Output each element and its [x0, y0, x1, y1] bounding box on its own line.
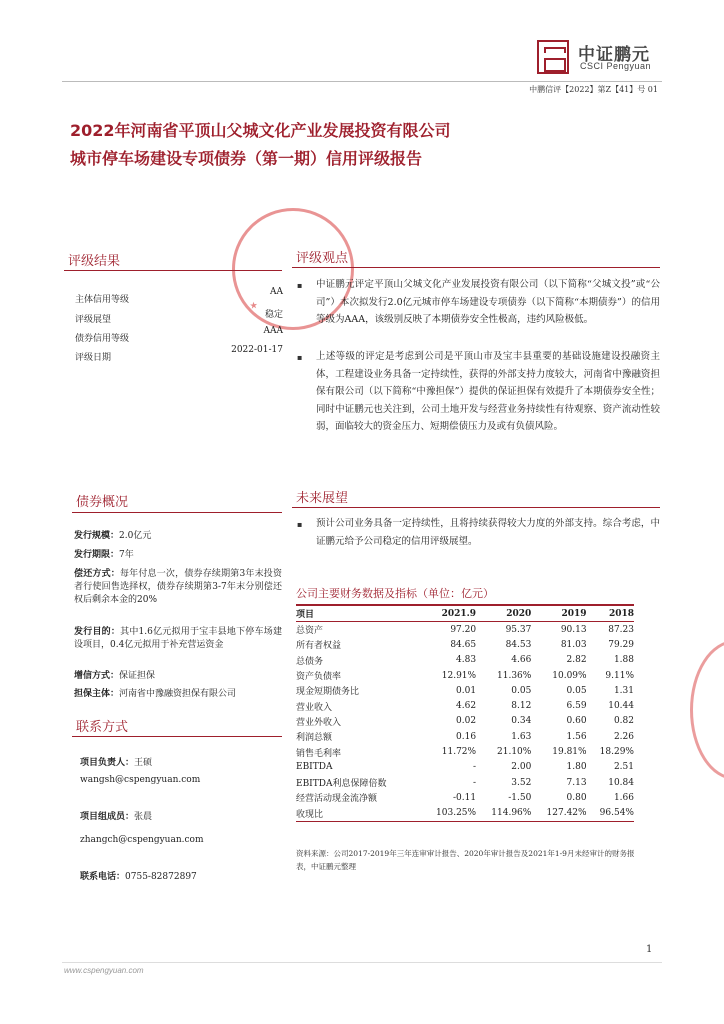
- cell: 收现比: [296, 806, 421, 822]
- outlook-heading: 未来展望: [296, 491, 349, 506]
- rating-heading-rule: [64, 270, 282, 271]
- cell: 12.91%: [441, 670, 477, 681]
- header-rule: [62, 81, 662, 82]
- cell: 10.84: [608, 777, 634, 788]
- table-row: [296, 668, 634, 683]
- rating-label: 评级日期: [75, 353, 112, 363]
- cell: 21.10%: [497, 747, 532, 758]
- rating-label: 主体信用等级: [75, 295, 130, 305]
- cell: 8.12: [511, 701, 532, 712]
- cell: 90.13: [560, 624, 587, 635]
- bond-repay-value: 每年付息一次，债券存续期第3年末投资者行使回售选择权，债券存续期第3-7年末分别偿还权后剩余本金的20%: [74, 569, 282, 605]
- cell: 所有者权益: [296, 641, 342, 652]
- cell: 0.60: [566, 716, 587, 727]
- bond-use-label: 发行目的：: [74, 627, 121, 637]
- contact-leader-name: 王硕: [134, 758, 153, 768]
- cell: 2.26: [613, 731, 634, 742]
- cell: 1.56: [566, 731, 587, 742]
- cell: 0.82: [613, 716, 634, 727]
- cell: 19.81%: [552, 747, 587, 758]
- rating-value: 稳定: [264, 310, 283, 320]
- bond-term: [74, 549, 282, 562]
- cell: 2.82: [566, 655, 587, 666]
- bond-use-value: 其中1.6亿元拟用于宝丰县地下停车场建设项目，0.4亿元拟用于补充营运资金: [74, 627, 282, 650]
- cell: 81.03: [560, 639, 587, 650]
- cell: 经营活动现金流净额: [296, 794, 378, 805]
- table-row: [296, 790, 634, 805]
- cell: 4.62: [456, 701, 477, 712]
- table-row: [296, 622, 634, 638]
- financial-source: 资料来源：公司2017-2019年三年连审审计报告、2020年审计报告及2021年1-9月未经审计的财务报表，中证鹏元整理: [296, 849, 635, 871]
- cell: 97.20: [450, 624, 477, 635]
- contact-leader-label: 项目负责人：: [80, 758, 135, 768]
- cell: 2.51: [613, 762, 634, 773]
- bond-credit-label: 增信方式：: [74, 671, 120, 681]
- logo-cn: 中证鹏元: [578, 45, 650, 64]
- bond-repay: [74, 568, 282, 607]
- outlook-heading-rule: [292, 507, 660, 508]
- rating-row: [75, 307, 283, 326]
- outlook-text: 预计公司业务具备一定持续性，且将持续获得较大力度的外部支持。综合考虑，中证鹏元给予公司稳定的信用评级展望。: [316, 518, 660, 547]
- table-row: [296, 683, 634, 698]
- col-header: 项目: [296, 605, 421, 622]
- rating-label: 债券信用等级: [75, 334, 130, 344]
- contact-member-label: 项目组成员：: [80, 812, 135, 822]
- table-row: [296, 760, 634, 775]
- view-heading-rule: [292, 267, 660, 268]
- cell: 84.65: [450, 639, 477, 650]
- cell: 10.09%: [552, 670, 587, 681]
- table-row: [296, 698, 634, 713]
- side-seal-icon: [690, 640, 724, 780]
- bond-guarantor-value: 河南省中豫融资担保有限公司: [119, 689, 237, 699]
- bond-use: [74, 626, 282, 652]
- col-header: 2021.9: [421, 605, 476, 622]
- rating-value: AA: [270, 287, 283, 297]
- bond-term-label: 发行期限：: [74, 550, 120, 560]
- bond-term-value: 7年: [119, 550, 134, 560]
- table-row: [296, 806, 634, 822]
- contact-phone-value: 0755-82872897: [125, 872, 197, 882]
- page-number: 1: [646, 944, 653, 955]
- rating-table: [75, 287, 283, 364]
- bullet-icon: ▪: [297, 281, 303, 290]
- cell: 96.54%: [587, 806, 634, 822]
- bond-guarantor: [74, 688, 282, 701]
- bond-credit-value: 保证担保: [119, 671, 156, 681]
- cell: 资产负债率: [296, 672, 342, 683]
- contact-phone-label: 联系电话：: [80, 872, 126, 882]
- logo-en: CSCI Pengyuan: [580, 61, 652, 71]
- report-number: 中鹏信评【2022】第Z【41】号 01: [529, 85, 658, 94]
- bond-heading-rule: [72, 512, 282, 513]
- bond-repay-label: 偿还方式：: [74, 569, 120, 579]
- cell: 1.88: [613, 655, 634, 666]
- footer-website[interactable]: www.cspengyuan.com: [64, 966, 144, 975]
- bond-scale: [74, 530, 282, 543]
- cell: 95.37: [505, 624, 532, 635]
- report-title-line2: 城市停车场建设专项债券（第一期）信用评级报告: [70, 149, 423, 168]
- cell: 1.31: [613, 685, 634, 696]
- bond-scale-label: 发行规模：: [74, 531, 120, 541]
- contact-leader: [80, 757, 152, 770]
- view-heading: 评级观点: [296, 251, 349, 266]
- rating-label: 评级展望: [75, 315, 112, 325]
- report-title-line1: 2022年河南省平顶山父城文化产业发展投资有限公司: [70, 121, 451, 140]
- col-header: 2018: [587, 605, 634, 622]
- contact-leader-email[interactable]: wangsh@cspengyuan.com: [80, 775, 201, 785]
- footer-rule: [62, 962, 662, 963]
- table-row: [296, 729, 634, 744]
- cell: 营业收入: [296, 702, 333, 713]
- cell: 总资产: [296, 626, 324, 637]
- cell: 总债务: [296, 656, 324, 667]
- rating-row: [75, 287, 283, 307]
- financial-header-row: [296, 605, 634, 622]
- cell: EBITDA: [296, 762, 333, 773]
- cell: 0.80: [566, 792, 587, 803]
- cell: 79.29: [608, 639, 634, 650]
- financial-heading: 公司主要财务数据及指标（单位：亿元）: [296, 587, 494, 600]
- cell: 87.23: [608, 624, 634, 635]
- logo-mark-icon: [537, 40, 569, 74]
- cell: 现金短期债务比: [296, 687, 360, 698]
- cell: 4.83: [456, 655, 477, 666]
- cell: 6.59: [566, 701, 587, 712]
- contact-phone: [80, 871, 197, 884]
- cell: -0.11: [452, 792, 477, 803]
- cell: -: [473, 762, 477, 773]
- cell: 0.16: [456, 731, 477, 742]
- cell: 11.72%: [441, 747, 477, 758]
- cell: 营业外收入: [296, 717, 342, 728]
- cell: 2.00: [511, 762, 532, 773]
- table-row: [296, 744, 634, 759]
- rating-value: AAA: [263, 326, 283, 336]
- cell: 10.44: [608, 701, 634, 712]
- cell: 销售毛利率: [296, 748, 342, 759]
- rating-row: [75, 326, 283, 345]
- cell: 84.53: [505, 639, 532, 650]
- bullet-icon: ▪: [297, 520, 303, 529]
- cell: EBITDA利息保障倍数: [296, 779, 387, 790]
- cell: 1.80: [566, 762, 587, 773]
- rating-value: 2022-01-17: [231, 345, 283, 355]
- col-header: 2019: [531, 605, 586, 622]
- cell: 11.36%: [497, 670, 532, 681]
- cell: 3.52: [511, 777, 532, 788]
- contact-heading-rule: [72, 736, 282, 737]
- table-row: [296, 775, 634, 790]
- cell: 103.25%: [421, 806, 476, 822]
- rating-row: [75, 345, 283, 364]
- bond-heading: 债券概况: [76, 495, 129, 510]
- cell: 0.02: [456, 716, 477, 727]
- col-header: 2020: [476, 605, 531, 622]
- contact-heading: 联系方式: [76, 720, 129, 735]
- cell: 0.05: [511, 685, 532, 696]
- cell: 18.29%: [599, 747, 634, 758]
- seal-caption-icon: ★: [249, 299, 258, 311]
- cell: 0.01: [456, 685, 477, 696]
- cell: -1.50: [508, 792, 532, 803]
- table-row: [296, 653, 634, 668]
- cell: 1.66: [613, 792, 634, 803]
- cell: 利润总额: [296, 733, 333, 744]
- view-paragraph-2: 上述等级的评定是考虑到公司是平顶山市及宝丰县重要的基础设施建设投融资主体，工程建设业务具备一定持续性，获得的外部支持力度较大，河南省中豫融资担保有限公司（以下简称“中豫担保”）提供的保证担保有效提升了本期债券安全性；同时中证鹏元也关注到，公司土地开发与经营业务持续性有待观察、资产流动性较弱，面临较大的资金压力、短期偿债压力及或有负债风险。: [316, 351, 660, 432]
- cell: 1.63: [511, 731, 532, 742]
- contact-member-email[interactable]: zhangch@cspengyuan.com: [80, 835, 204, 845]
- contact-member: [80, 811, 152, 824]
- table-row: [296, 637, 634, 652]
- financial-table: [296, 604, 634, 822]
- cell: 9.11%: [605, 670, 634, 681]
- rating-heading: 评级结果: [68, 254, 121, 269]
- bond-credit: [74, 670, 282, 683]
- view-paragraph-1: 中证鹏元评定平顶山父城文化产业发展投资有限公司（以下简称“父城文投”或“公司”）本次拟发行2.0亿元城市停车场建设专项债券（以下简称“本期债券”）的信用等级为AAA，该级别反映了本期债券安全性极高，违约风险极低。: [316, 279, 660, 325]
- bond-guarantor-label: 担保主体：: [74, 689, 120, 699]
- table-row: [296, 714, 634, 729]
- bond-scale-value: 2.0亿元: [119, 531, 152, 541]
- contact-member-name: 张晨: [134, 812, 153, 822]
- cell: 114.96%: [476, 806, 531, 822]
- cell: 7.13: [566, 777, 587, 788]
- cell: 4.66: [511, 655, 532, 666]
- cell: -: [473, 777, 477, 788]
- cell: 0.34: [511, 716, 532, 727]
- cell: 0.05: [566, 685, 587, 696]
- cell: 127.42%: [531, 806, 586, 822]
- bullet-icon: ▪: [297, 353, 303, 362]
